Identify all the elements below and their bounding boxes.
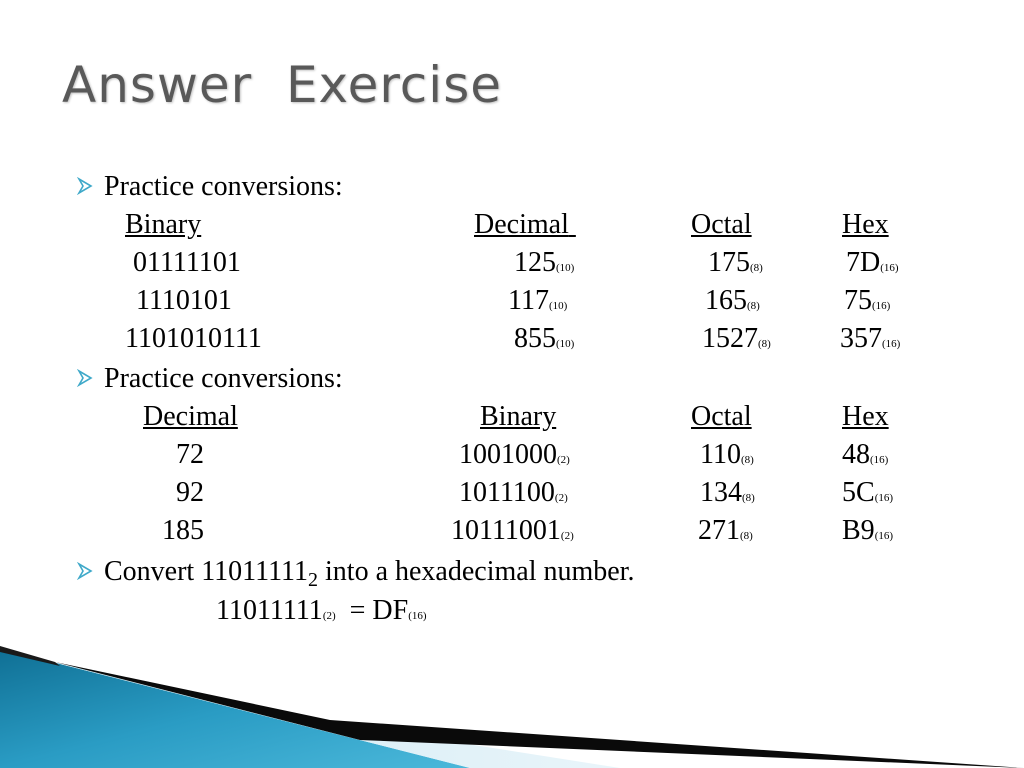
s2-row3-octal: 271(8) [698,515,753,546]
s2-row1-binary: 1001000(2) [459,439,570,470]
header-hex-2: Hex [842,401,889,432]
bullet-practice-conversions-1: Practice conversions: [104,171,343,202]
s2-row1-octal: 110(8) [700,439,754,470]
s1-row3-hex: 357(16) [840,323,901,354]
header-binary-2: Binary [480,401,557,432]
s1-row2-decimal: 117(10) [508,285,568,316]
s2-row2-binary: 1011100(2) [459,477,568,508]
arrow-bullet-icon [76,177,94,195]
s2-row2-hex: 5C(16) [842,477,894,508]
arrow-bullet-icon [76,562,94,580]
s1-row3-octal: 1527(8) [702,323,771,354]
s1-row3-decimal: 855(10) [514,323,575,354]
s1-row3-binary: 1101010111 [125,323,262,354]
header-binary: Binary [125,209,202,240]
s2-row3-hex: B9(16) [842,515,894,546]
s1-row2-binary: 1110101 [136,285,232,316]
s1-row1-binary: 01111101 [133,247,241,278]
s2-row3-decimal: 185 [162,515,204,546]
s2-row2-decimal: 92 [176,477,204,508]
header-decimal: Decimal [474,209,569,240]
s2-row3-binary: 10111001(2) [451,515,574,546]
header-hex: Hex [842,209,889,240]
answer-line: 11011111(2) = DF(16) [216,595,427,626]
s1-row1-hex: 7D(16) [846,247,899,278]
header-octal-2: Octal [691,401,752,432]
arrow-bullet-icon [76,369,94,387]
s1-row1-decimal: 125(10) [514,247,575,278]
header-octal: Octal [691,209,752,240]
s1-row2-hex: 75(16) [844,285,891,316]
s2-row1-decimal: 72 [176,439,204,470]
s2-row2-octal: 134(8) [700,477,755,508]
s2-row1-hex: 48(16) [842,439,889,470]
slide-title: Answer Exercise [62,56,502,114]
bullet-convert-question: Convert $11011111_2$ into a hexadecimal number. [104,556,635,591]
decorative-swoosh [0,640,1024,768]
s1-row1-octal: 175(8) [708,247,763,278]
s1-row2-octal: 165(8) [705,285,760,316]
bullet-practice-conversions-2: Practice conversions: [104,363,343,394]
header-decimal-2: Decimal [143,401,238,432]
